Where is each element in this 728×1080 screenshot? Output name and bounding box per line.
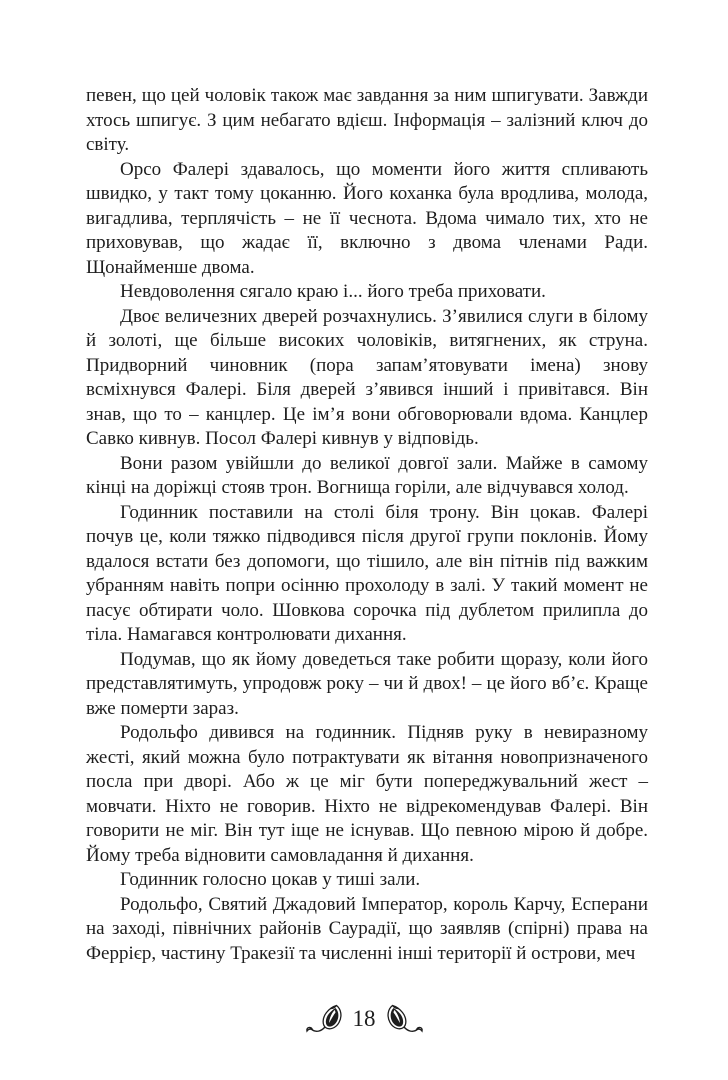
paragraph: Годинник голосно цокав у тиші зали. bbox=[120, 869, 421, 890]
paragraph: Подумав, що як йому доведеться таке робити щоразу, коли його представлятимуть, упродовж року – чи й двох! – це його вб’є. Краще вже померти зараз. bbox=[86, 648, 648, 719]
page-footer bbox=[0, 1004, 728, 1034]
paragraph: певен, що цей чоловік також має завдання за ним шпигувати. Завжди хтось шпигує. З цим небагато вдієш. Інформація – залізний ключ до світу. bbox=[86, 85, 648, 155]
page-number: 18 bbox=[352, 1006, 376, 1031]
paragraph: Двоє величезних дверей розчахнулись. З’явилися слуги в білому й золоті, ще більше високих чоловіків, витягнених, як струна. Придворний чиновник (пора запам’ятовувати імена) знову всміхнувся Фалері. Біля дверей з’явився інший і привітався. Він знав, що то – канцлер. Це ім’я вони обговорювали вдома. Канцлер Савко кивнув. Посол Фалері кивнув у відповідь. bbox=[86, 305, 648, 449]
paragraph: Невдоволення сягало краю і... його треба приховати. bbox=[120, 281, 546, 302]
paragraph: Орсо Фалері здавалось, що моменти його життя спливають швидко, у такт тому цоканню. Його коханка була вродлива, молода, вигадлива, терплячість – не її чеснота. Вдома чимало тих, хто не приховував, що жадає її, включно з двома членами Ради. Щонайменше двома. bbox=[86, 158, 648, 278]
leaf-flourish-left-icon bbox=[304, 1004, 344, 1034]
paragraph: Вони разом увійшли до великої довгої зали. Майже в самому кінці на доріжці стояв трон. Вогнища горіли, але відчувався холод. bbox=[86, 452, 648, 498]
paragraph: Родольфо, Святий Джадовий Імператор, король Карчу, Есперани на заході, північних районів Саурадії, що заявляв (спірні) права на Феррієр, частину Тракезії та численні інші території й острови, меч bbox=[86, 893, 648, 964]
paragraph: Годинник поставили на столі біля трону. Він цокав. Фалері почув це, коли тяжко підводився після другої групи поклонів. Йому вдалося встати без допомоги, що тішило, але він пітнів під важким убранням навіть попри осінню прохолоду в залі. У такий момент не пасує обтирати чоло. Шовкова сорочка під дублетом прилипла до тіла. Намагався контролювати дихання. bbox=[86, 501, 648, 645]
leaf-flourish-right-icon bbox=[385, 1004, 425, 1034]
text-block bbox=[86, 84, 648, 966]
paragraph: Родольфо дивився на годинник. Підняв руку в невиразному жесті, який можна було потрактувати як вітання новопризначеного посла при дворі. Або ж це міг бути попереджувальний жест – мовчати. Ніхто не говорив. Ніхто не відрекомендував Фалері. Він говорити не міг. Він тут іще не існував. Що певною мірою й добре. Йому треба відновити самовладання й дихання. bbox=[86, 722, 648, 866]
